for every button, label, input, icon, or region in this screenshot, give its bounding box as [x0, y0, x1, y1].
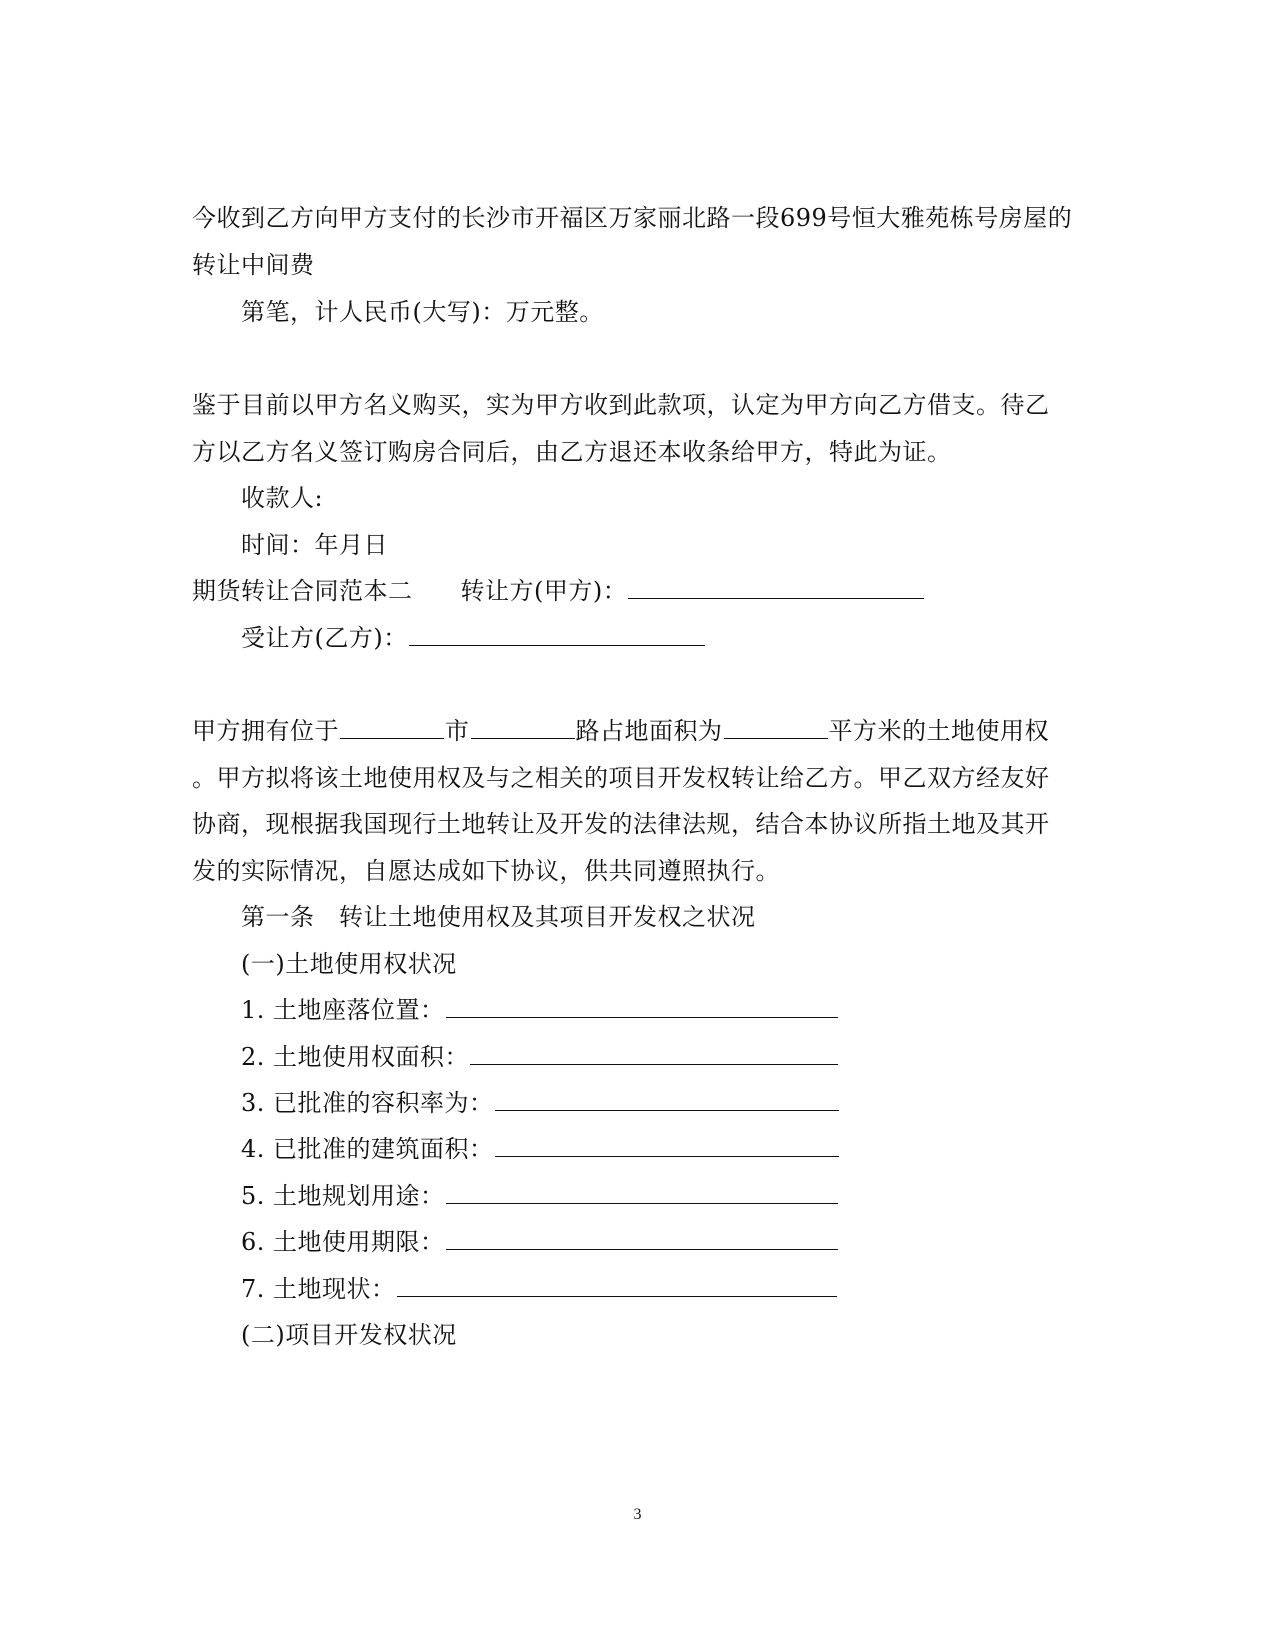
area-blank[interactable]: [724, 716, 828, 739]
item-6-blank[interactable]: [446, 1227, 838, 1250]
page-number: 3: [633, 1506, 642, 1523]
receipt-line-4: 鉴于目前以甲方名义购买，实为甲方收到此款项，认定为甲方向乙方借支。待乙: [192, 391, 1050, 419]
location-blank[interactable]: [340, 716, 444, 739]
party-b-row: [241, 623, 706, 653]
intro-text-3: 路占地面积为: [575, 717, 723, 745]
party-b-blank[interactable]: [409, 623, 705, 646]
receipt-payee: 收款人:: [241, 484, 324, 512]
intro-line-2: 。甲方拟将该土地使用权及与之相关的项目开发权转让给乙方。甲乙双方经友好: [192, 764, 1050, 792]
receipt-line-5: 方以乙方名义签订购房合同后，由乙方退还本收条给甲方，特此为证。: [192, 438, 952, 466]
intro-text-2: 市: [445, 717, 470, 745]
item-1-blank[interactable]: [446, 995, 838, 1018]
item-5-blank[interactable]: [446, 1181, 838, 1204]
receipt-line-1: 今收到乙方向甲方支付的长沙市开福区万家丽北路一段699号恒大雅苑栋号房屋的: [192, 204, 1073, 232]
item-land-status: 7. 土地现状：: [241, 1274, 838, 1304]
contract-title-row: [192, 576, 925, 606]
receipt-date: 时间：年月日: [241, 531, 388, 559]
party-b-label: 受让方(乙方)：: [241, 624, 408, 652]
intro-line-1: [192, 716, 1049, 746]
item-land-term: 6. 土地使用期限：: [241, 1227, 839, 1257]
item-plot-ratio: 3. 已批准的容积率为：: [241, 1088, 840, 1118]
item-land-area: 2. 土地使用权面积：: [241, 1042, 839, 1072]
intro-line-3: 协商，现根据我国现行土地转让及开发的法律法规，结合本协议所指土地及其开: [192, 810, 1050, 838]
intro-line-4: 发的实际情况，自愿达成如下协议，供共同遵照执行。: [192, 857, 780, 885]
intro-text-4: 平方米的土地使用权: [828, 717, 1049, 745]
item-land-use: 5. 土地规划用途：: [241, 1181, 839, 1211]
item-2-blank[interactable]: [470, 1042, 838, 1065]
item-3-blank[interactable]: [495, 1088, 839, 1111]
item-4-blank[interactable]: [495, 1134, 839, 1157]
road-blank[interactable]: [471, 716, 575, 739]
section-2-heading: (二)项目开发权状况: [241, 1321, 457, 1349]
contract-title: 期货转让合同范本二: [192, 577, 413, 605]
receipt-amount: 第笔，计人民币(大写)：万元整。: [241, 298, 604, 326]
item-land-location: 1. 土地座落位置：: [241, 995, 839, 1025]
party-a-blank[interactable]: [628, 576, 924, 599]
item-building-area: 4. 已批准的建筑面积：: [241, 1134, 840, 1164]
item-7-blank[interactable]: [397, 1274, 837, 1297]
section-1-heading: (一)土地使用权状况: [241, 950, 457, 978]
article-1-heading: 第一条 转让土地使用权及其项目开发权之状况: [241, 903, 756, 931]
receipt-line-2: 转让中间费: [192, 251, 315, 279]
intro-text-1: 甲方拥有位于: [192, 717, 339, 745]
party-a-label: 转让方(甲方)：: [460, 577, 628, 605]
